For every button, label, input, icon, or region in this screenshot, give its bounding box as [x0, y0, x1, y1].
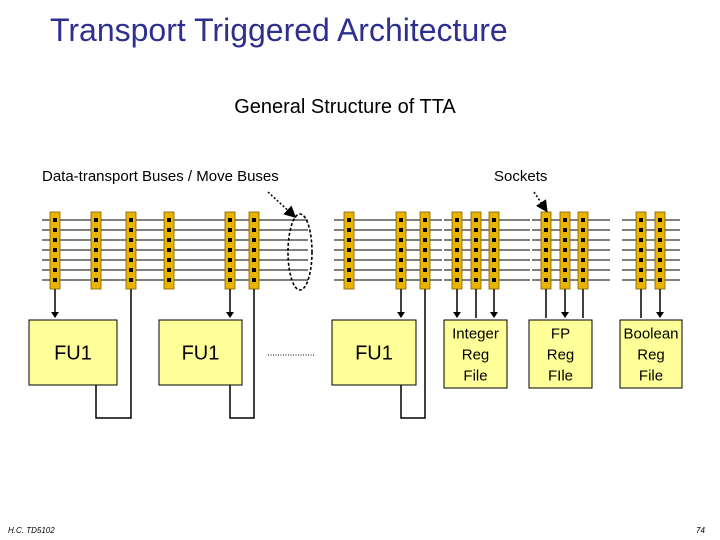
socket-connector-dot — [581, 258, 585, 262]
socket-connector-dot — [94, 248, 98, 252]
socket-connector-dot — [347, 228, 351, 232]
socket-connector-dot — [423, 248, 427, 252]
socket-connector-dot — [492, 238, 496, 242]
socket-connector-dot — [544, 218, 548, 222]
socket-connector-dot — [563, 238, 567, 242]
function-unit-label: Integer — [452, 325, 499, 343]
socket-connector-dot — [347, 268, 351, 272]
page-number: 74 — [696, 526, 705, 535]
socket-connector-dot — [53, 218, 57, 222]
socket-connector-dot — [94, 218, 98, 222]
socket-connector-dot — [455, 228, 459, 232]
buses-label: Data-transport Buses / Move Buses — [42, 168, 279, 185]
socket-connector-dot — [492, 278, 496, 282]
socket-connector-dot — [252, 248, 256, 252]
socket-connector-dot — [347, 278, 351, 282]
function-unit-label: Reg — [546, 346, 575, 364]
function-unit-label: Reg — [637, 346, 665, 364]
socket-connector-dot — [399, 228, 403, 232]
socket-connector-dot — [167, 218, 171, 222]
socket-connector-dot — [347, 248, 351, 252]
socket-connector-dot — [347, 258, 351, 262]
socket-connector-dot — [474, 218, 478, 222]
function-unit-label: FP — [550, 325, 571, 343]
socket-connector-dot — [53, 278, 57, 282]
socket-connector-dot — [581, 238, 585, 242]
socket-connector-dot — [639, 248, 643, 252]
socket-connector-dot — [228, 238, 232, 242]
socket-connector-dot — [94, 268, 98, 272]
socket-connector-dot — [399, 248, 403, 252]
socket-connector-dot — [228, 218, 232, 222]
function-unit-label: Reg — [461, 346, 490, 364]
socket-connector-dot — [492, 248, 496, 252]
socket-connector-dot — [474, 258, 478, 262]
arrow-head — [490, 312, 498, 318]
page-title: Transport Triggered Architecture — [50, 12, 508, 48]
function-unit-label: FIle — [547, 367, 574, 385]
socket-connector-dot — [639, 268, 643, 272]
socket-connector-dot — [228, 228, 232, 232]
socket-connector-dot — [252, 268, 256, 272]
socket-connector-dot — [563, 278, 567, 282]
socket-connector-dot — [474, 268, 478, 272]
socket-connector-dot — [129, 238, 133, 242]
socket-connector-dot — [252, 228, 256, 232]
footer-left: H.C. TD5102 — [8, 526, 55, 535]
socket-connector-dot — [252, 238, 256, 242]
socket-connector-dot — [544, 238, 548, 242]
socket-connector-dot — [544, 258, 548, 262]
socket-connector-dot — [658, 258, 662, 262]
socket-connector-dot — [658, 248, 662, 252]
socket-connector-dot — [563, 248, 567, 252]
socket-connector-dot — [474, 248, 478, 252]
socket-connector-dot — [94, 278, 98, 282]
socket-connector-dot — [544, 268, 548, 272]
socket-connector-dot — [252, 258, 256, 262]
socket-connector-dot — [492, 268, 496, 272]
function-unit-label: FU1 — [54, 342, 92, 365]
socket-connector-dot — [455, 258, 459, 262]
socket-connector-dot — [252, 278, 256, 282]
socket-connector-dot — [474, 228, 478, 232]
socket-connector-dot — [94, 228, 98, 232]
bus-highlight-ellipse — [288, 214, 312, 290]
socket-connector-dot — [544, 228, 548, 232]
function-units-group — [29, 320, 682, 388]
socket-connector-dot — [167, 248, 171, 252]
socket-connector-dot — [581, 248, 585, 252]
socket-connector-dot — [492, 258, 496, 262]
socket-connector-dot — [639, 278, 643, 282]
socket-connector-dot — [94, 238, 98, 242]
socket-connector-dot — [347, 218, 351, 222]
socket-connector-dot — [399, 278, 403, 282]
socket-connector-dot — [399, 268, 403, 272]
buses-arrow — [268, 192, 294, 216]
socket-connector-dot — [455, 248, 459, 252]
socket-connector-dot — [423, 228, 427, 232]
arrow-head — [397, 312, 405, 318]
socket-connector-dot — [53, 268, 57, 272]
socket-connector-dot — [563, 218, 567, 222]
function-unit-label: FU1 — [181, 342, 220, 365]
arrow-head — [656, 312, 664, 318]
function-unit-label: FU1 — [355, 342, 393, 365]
socket-connector-dot — [563, 228, 567, 232]
socket-connector-dot — [167, 268, 171, 272]
socket-connector-dot — [581, 218, 585, 222]
socket-connector-dot — [474, 238, 478, 242]
socket-connector-dot — [252, 218, 256, 222]
socket-connector-dot — [581, 228, 585, 232]
socket-connector-dot — [167, 228, 171, 232]
socket-connector-dot — [347, 238, 351, 242]
sockets-arrow — [534, 192, 546, 210]
sockets-label: Sockets — [494, 168, 548, 185]
socket-connector-dot — [658, 278, 662, 282]
socket-connector-dot — [455, 268, 459, 272]
socket-connector-dot — [53, 238, 57, 242]
function-unit-label: Boolean — [623, 325, 679, 343]
socket-connector-dot — [167, 278, 171, 282]
function-unit-label: File — [638, 367, 664, 385]
diagram-subtitle: General Structure of TTA — [234, 96, 456, 118]
arrow-head — [453, 312, 461, 318]
socket-connector-dot — [53, 258, 57, 262]
socket-connector-dot — [228, 258, 232, 262]
socket-connector-dot — [423, 268, 427, 272]
socket-connector-dot — [423, 218, 427, 222]
function-unit-label: File — [463, 367, 488, 385]
socket-connector-dot — [581, 268, 585, 272]
arrow-head — [51, 312, 59, 318]
socket-connector-dot — [639, 238, 643, 242]
socket-connector-dot — [53, 248, 57, 252]
arrow-head — [561, 312, 569, 318]
socket-connector-dot — [228, 268, 232, 272]
socket-connector-dot — [658, 228, 662, 232]
socket-connector-dot — [455, 238, 459, 242]
socket-connector-dot — [129, 248, 133, 252]
socket-connector-dot — [658, 268, 662, 272]
socket-connector-dot — [639, 218, 643, 222]
socket-connector-dot — [581, 278, 585, 282]
socket-connector-dot — [129, 278, 133, 282]
socket-connector-dot — [639, 258, 643, 262]
socket-connector-dot — [228, 248, 232, 252]
socket-connector-dot — [423, 238, 427, 242]
socket-connector-dot — [455, 218, 459, 222]
socket-connector-dot — [658, 238, 662, 242]
socket-connector-dot — [492, 218, 496, 222]
socket-connector-dot — [423, 278, 427, 282]
socket-connector-dot — [474, 278, 478, 282]
socket-connector-dot — [455, 278, 459, 282]
socket-connector-dot — [228, 278, 232, 282]
socket-connector-dot — [399, 218, 403, 222]
socket-connector-dot — [129, 268, 133, 272]
socket-connector-dot — [399, 238, 403, 242]
socket-connector-dot — [563, 258, 567, 262]
socket-connector-dot — [544, 248, 548, 252]
socket-connector-dot — [94, 258, 98, 262]
socket-connector-dot — [658, 218, 662, 222]
socket-connector-dot — [53, 228, 57, 232]
socket-connector-dot — [167, 238, 171, 242]
socket-connector-dot — [399, 258, 403, 262]
socket-connector-dot — [167, 258, 171, 262]
socket-connector-dot — [129, 258, 133, 262]
arrow-head — [226, 312, 234, 318]
socket-connector-dot — [544, 278, 548, 282]
socket-connector-dot — [639, 228, 643, 232]
socket-connector-dot — [129, 218, 133, 222]
socket-connector-dot — [129, 228, 133, 232]
socket-connector-dot — [423, 258, 427, 262]
socket-connector-dot — [563, 268, 567, 272]
socket-connector-dot — [492, 228, 496, 232]
